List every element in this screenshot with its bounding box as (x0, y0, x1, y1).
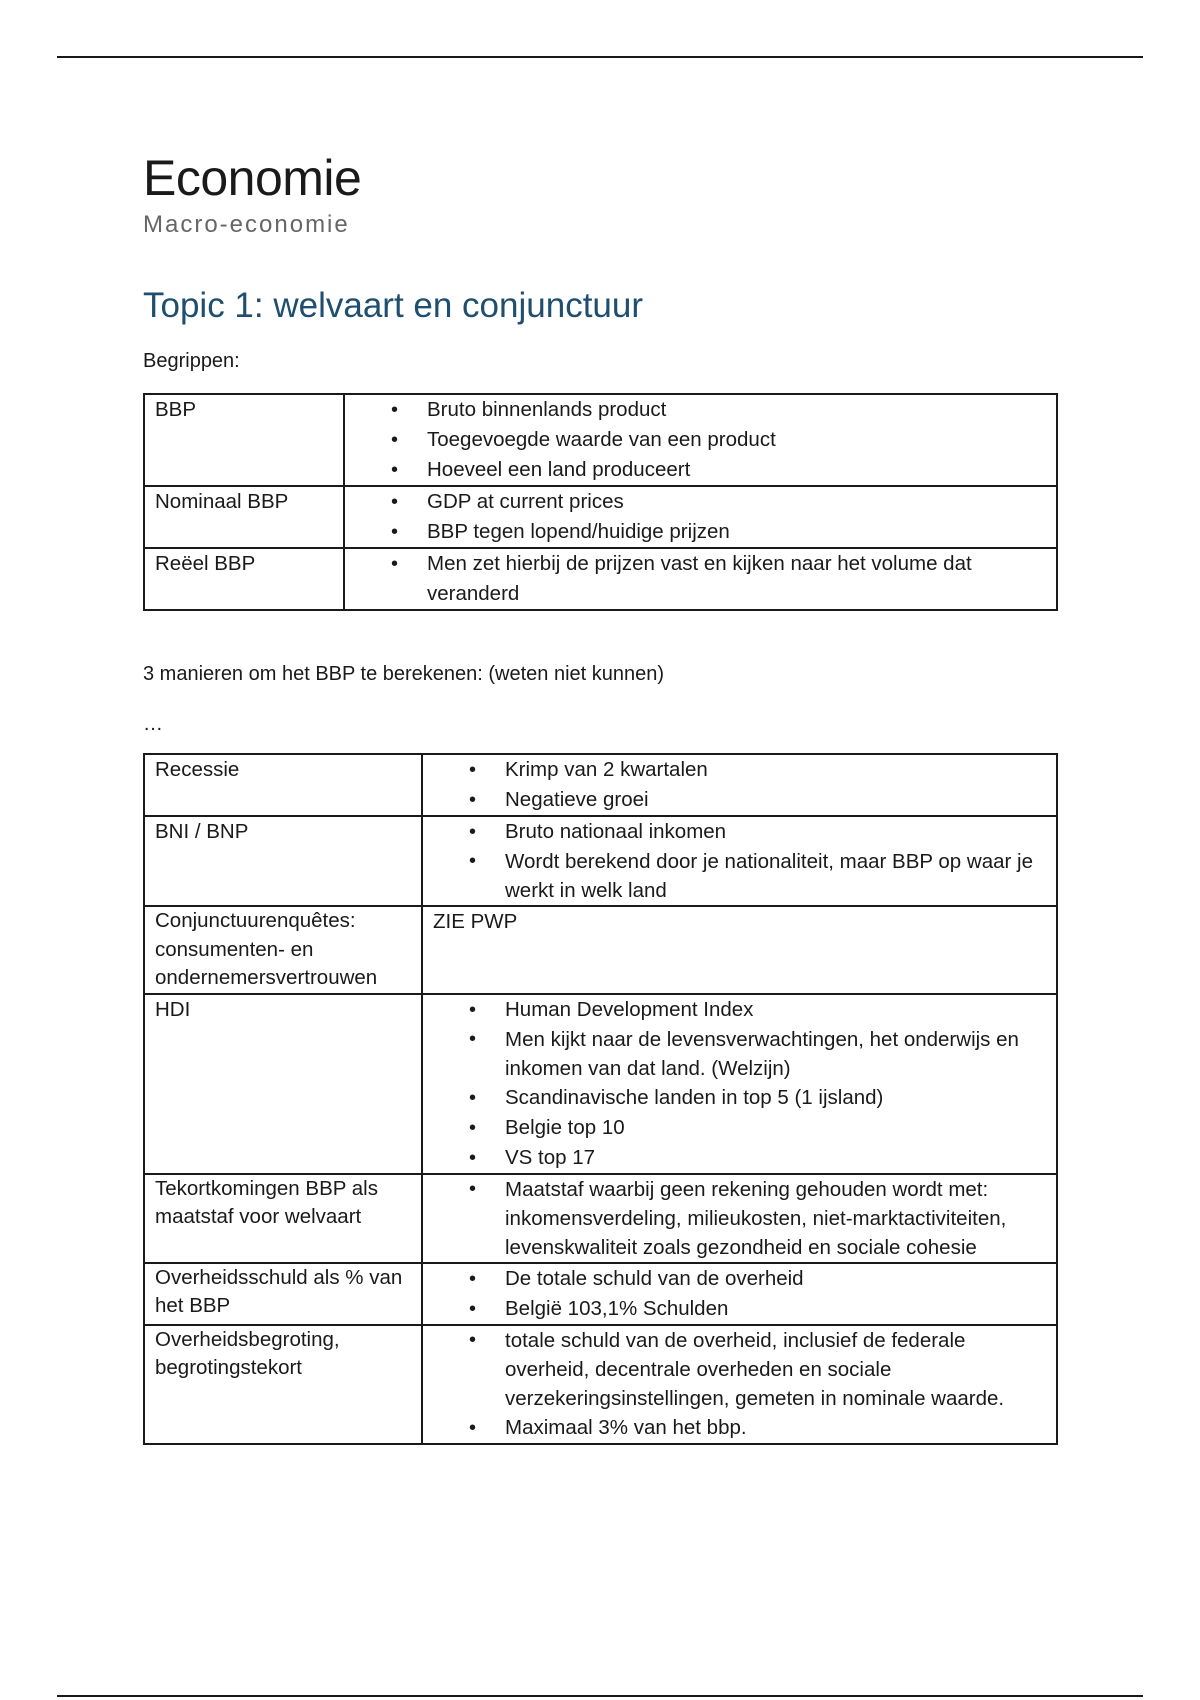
term-cell (144, 1174, 422, 1263)
term-label: Tekortkomingen BBP als maatstaf voor welvaart (155, 1176, 378, 1228)
methods-text: 3 manieren om het BBP te berekenen: (weten niet kunnen) (143, 663, 665, 685)
table-row (144, 1325, 1057, 1444)
list-item: • totale schuld van de overheid, inclusief de federale overheid, decentrale overheden en sociale verzekeringsinstellingen, gemeten in nominale waarde. (505, 1326, 1048, 1413)
term-label: Nominaal BBP (155, 490, 289, 513)
list-item: • Bruto binnenlands product (427, 395, 1048, 425)
term-label: Overheidsschuld als % van het BBP (155, 1265, 403, 1317)
definition-cell (422, 906, 1057, 994)
table-row (144, 816, 1057, 906)
term-label: Recessie (155, 758, 240, 781)
table-row (144, 1174, 1057, 1263)
term-cell (144, 906, 422, 994)
list-item: • Men zet hierbij de prijzen vast en kijken naar het volume dat veranderd (427, 549, 1048, 609)
bullet-list (355, 395, 1048, 485)
definition-cell (344, 394, 1057, 486)
list-item: • Hoeveel een land produceert (427, 455, 1048, 485)
list-item: • Negatieve groei (505, 785, 1048, 815)
list-item: • Men kijkt naar de levensverwachtingen, het onderwijs en inkomen van dat land. (Welzijn) (505, 1025, 1048, 1083)
term-cell (144, 994, 422, 1174)
document-body (143, 148, 1058, 1445)
term-cell (144, 486, 344, 548)
intro-label: Begrippen: (143, 350, 240, 372)
list-item: • België 103,1% Schulden (505, 1294, 1048, 1324)
definition-cell (344, 486, 1057, 548)
list-item: • Human Development Index (505, 995, 1048, 1025)
bullet-list (355, 487, 1048, 547)
term-cell (144, 548, 344, 610)
definition-cell (422, 1263, 1057, 1325)
list-item: • Belgie top 10 (505, 1113, 1048, 1143)
plain-text: ZIE PWP (433, 910, 518, 933)
term-cell (144, 754, 422, 816)
list-item: • VS top 17 (505, 1143, 1048, 1173)
definition-cell (422, 1325, 1057, 1444)
bullet-list (433, 995, 1048, 1173)
list-item: • Maximaal 3% van het bbp. (505, 1413, 1048, 1443)
footer-rule (57, 1695, 1143, 1697)
bullet-list (433, 755, 1048, 815)
term-label: BBP (155, 398, 197, 421)
table-row (144, 1263, 1057, 1325)
list-item: • Maatstaf waarbij geen rekening gehouden wordt met: inkomensverdeling, milieukosten, niet-marktactiviteiten, levenskwaliteit zoals gezondheid en sociale cohesie (505, 1175, 1048, 1262)
list-item: • Toegevoegde waarde van een product (427, 425, 1048, 455)
term-cell (144, 1263, 422, 1325)
term-label: BNI / BNP (155, 820, 249, 843)
table-row (144, 394, 1057, 486)
term-label: Conjunctuurenquêtes: consumenten- en ondernemersvertrouwen (155, 909, 378, 989)
definition-cell (422, 816, 1057, 906)
table-row (144, 486, 1057, 548)
header-rule (57, 56, 1143, 58)
definition-cell (344, 548, 1057, 610)
bullet-list (433, 817, 1048, 905)
definition-cell (422, 754, 1057, 816)
ellipsis-text: … (143, 713, 163, 735)
definition-cell (422, 1174, 1057, 1263)
terms-table-2 (143, 753, 1058, 1445)
bullet-list (433, 1326, 1048, 1443)
list-item: • Krimp van 2 kwartalen (505, 755, 1048, 785)
bullet-list (355, 549, 1048, 609)
bullet-list (433, 1175, 1048, 1262)
term-cell (144, 816, 422, 906)
list-item: • Scandinavische landen in top 5 (1 ijsland) (505, 1083, 1048, 1113)
document-title: Economie (143, 150, 362, 206)
definition-cell (422, 994, 1057, 1174)
term-label: Reëel BBP (155, 552, 256, 575)
list-item: • Bruto nationaal inkomen (505, 817, 1048, 847)
table-row (144, 548, 1057, 610)
term-cell (144, 394, 344, 486)
list-item: • BBP tegen lopend/huidige prijzen (427, 517, 1048, 547)
list-item: • GDP at current prices (427, 487, 1048, 517)
term-label: HDI (155, 997, 191, 1021)
table-row (144, 994, 1057, 1174)
terms-table-1 (143, 393, 1058, 611)
table-row (144, 906, 1057, 994)
term-label: Overheidsbegroting, begrotingstekort (155, 1327, 340, 1379)
bullet-list (433, 1264, 1048, 1324)
list-item: • De totale schuld van de overheid (505, 1264, 1048, 1294)
table-row (144, 754, 1057, 816)
section-heading: Topic 1: welvaart en conjunctuur (143, 286, 643, 325)
document-subtitle: Macro-economie (143, 211, 350, 238)
list-item: • Wordt berekend door je nationaliteit, maar BBP op waar je werkt in welk land (505, 847, 1048, 905)
term-cell (144, 1325, 422, 1444)
